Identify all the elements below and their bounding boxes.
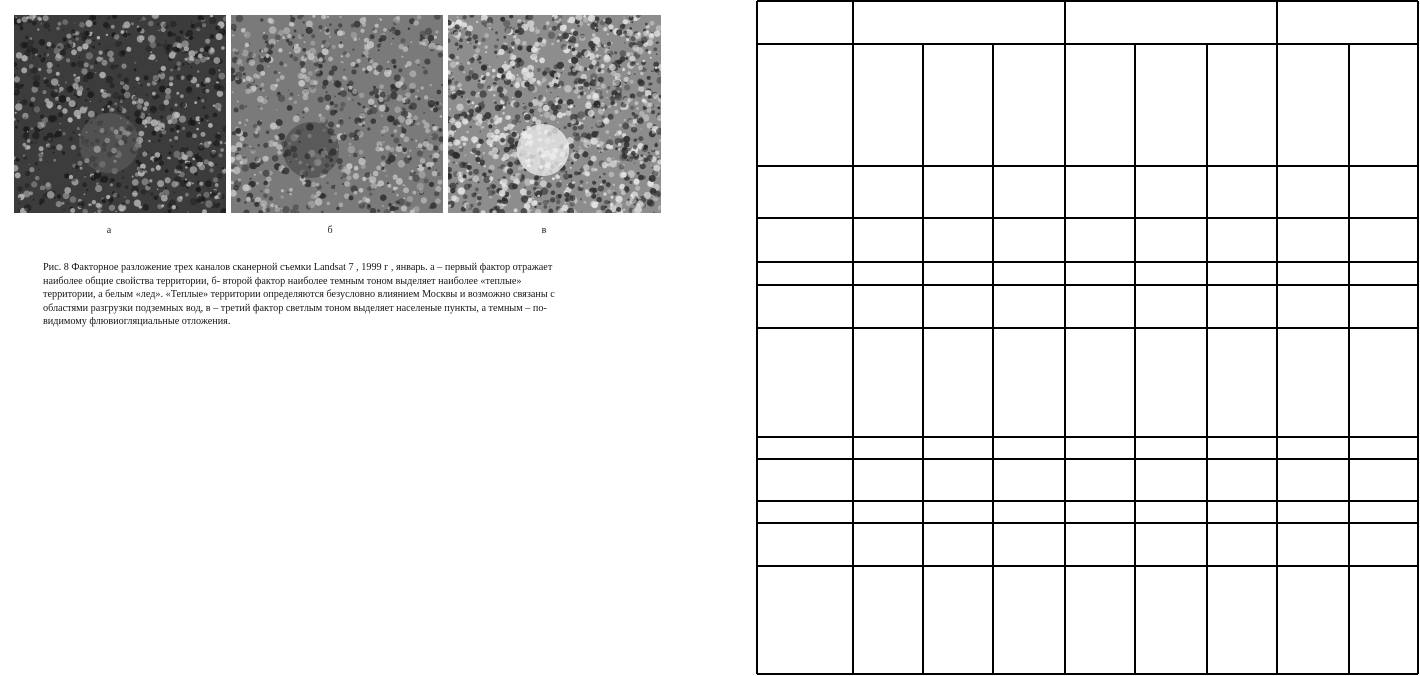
panel-label-b: б bbox=[327, 225, 333, 236]
satellite-image-a bbox=[14, 15, 226, 213]
figure-panel bbox=[0, 0, 684, 340]
caption-line: видимому флювиогляциальные отложения. bbox=[43, 316, 231, 328]
empty-table bbox=[756, 0, 1419, 675]
caption-line: Рис. 8 Факторное разложение трех каналов сканерной съемки Landsat 7 , 1999 г , январь. а – первый фактор отражает bbox=[43, 262, 553, 273]
caption-line: областями разгрузки подземных вод, в – третий фактор светлым тоном выделяет населеные пункты, а темным – по- bbox=[43, 302, 547, 314]
panel-label-c: в bbox=[541, 225, 547, 236]
panel-label-a: а bbox=[106, 225, 112, 236]
caption-line: наиболее общие свойства территории, б- второй фактор наиболее темным тоном выделяет наиболее «теплые» bbox=[43, 275, 522, 287]
satellite-image-b bbox=[231, 15, 443, 213]
figure-caption bbox=[43, 261, 653, 329]
satellite-image-c bbox=[448, 15, 661, 213]
caption-line: территории, а белым «лед». «Теплые» территории определяются безусловно влиянием Москвы и возможно связаны с bbox=[43, 289, 555, 301]
